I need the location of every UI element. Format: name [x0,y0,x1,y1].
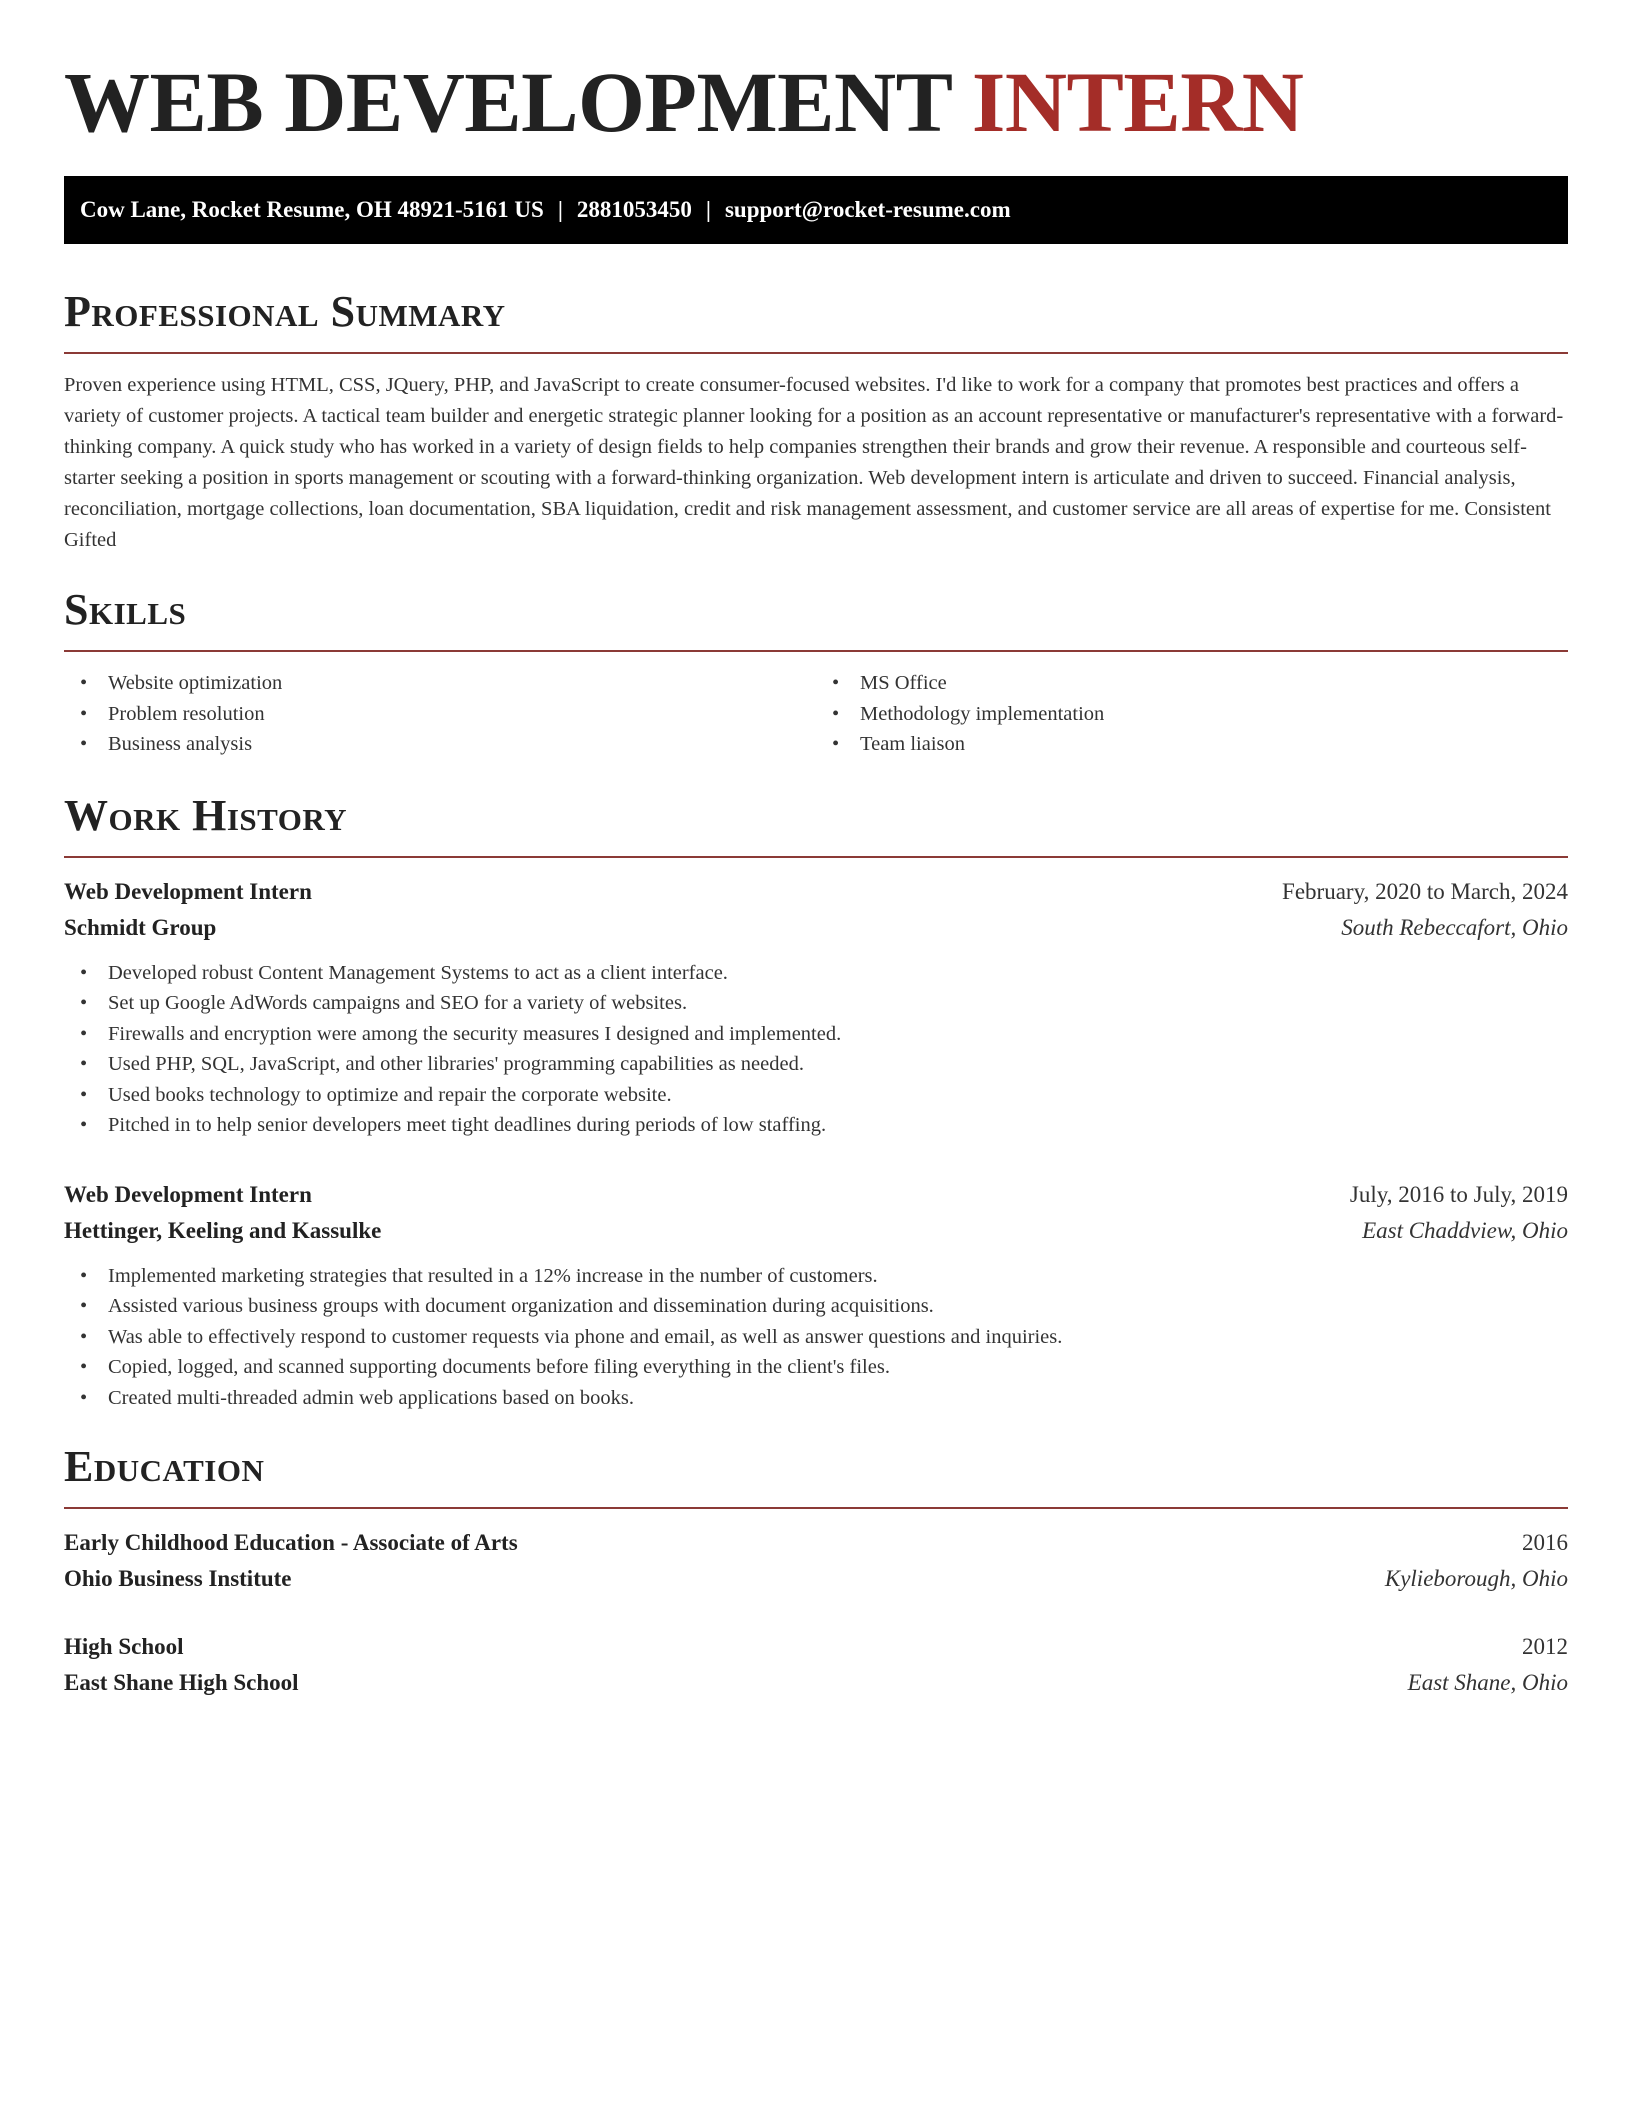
job-company: Schmidt Group [64,914,217,940]
education-year: 2012 [1522,1634,1568,1659]
work-history-section [64,790,1568,1414]
job-bullets [64,958,1568,1141]
job-bullet: • Developed robust Content Management Systems to act as a client interface. [64,958,1568,989]
skills-column-right [816,668,1568,760]
contact-phone: 2881053450 [576,197,692,222]
job-dates: July, 2016 to July, 2019 [1349,1181,1568,1207]
education-degree-row [64,1525,1568,1561]
contact-email: support@rocket-resume.com [724,197,1011,222]
job-dates: February, 2020 to March, 2024 [1282,878,1568,904]
job-bullet: • Used PHP, SQL, JavaScript, and other libraries' programming capabilities as needed. [64,1049,1568,1080]
job-bullet: • Created multi-threaded admin web applications based on books. [64,1383,1568,1414]
education-degree: High School [64,1634,184,1659]
summary-section [64,286,1568,556]
job-company-row [64,910,1568,946]
education-degree: Early Childhood Education - Associate of Arts [64,1530,518,1555]
job-bullet: • Was able to effectively respond to customer requests via phone and email, as well as answer questions and inquiries. [64,1322,1568,1353]
summary-heading: Professional Summary [64,287,506,336]
skill-item: • Website optimization [64,668,816,699]
job-bullet: • Pitched in to help senior developers meet tight deadlines during periods of low staffing. [64,1110,1568,1141]
job-bullet: • Copied, logged, and scanned supporting documents before filing everything in the client's files. [64,1352,1568,1383]
education-section [64,1441,1568,1701]
job-company: Hettinger, Keeling and Kassulke [64,1217,382,1243]
work-history-heading: Work History [64,790,348,840]
job-bullets [64,1261,1568,1414]
skills-heading: Skills [64,585,187,634]
education-heading: Education [64,1442,265,1491]
job-header-row [64,874,1568,910]
education-location: Kylieborough, Ohio [1384,1566,1568,1591]
contact-separator: | [557,197,563,222]
section-divider [64,1507,1568,1509]
contact-separator: | [705,197,711,222]
section-divider [64,352,1568,354]
title-main: WEB DEVELOPMENT [64,54,951,150]
job-header-row [64,1177,1568,1213]
section-divider [64,856,1568,858]
job-bullet: • Used books technology to optimize and repair the corporate website. [64,1080,1568,1111]
job-title: Web Development Intern [64,1181,312,1207]
contact-address: Cow Lane, Rocket Resume, OH 48921-5161 US [80,197,544,222]
resume-title [64,56,1568,148]
job-entry [64,874,1568,1141]
education-school-row [64,1561,1568,1597]
summary-text: Proven experience using HTML, CSS, JQuery, PHP, and JavaScript to create consumer-focused websites. I'd like to work for a company that promotes best practices and offers a variety of customer projects. A tactical team builder and energetic strategic planner looking for a position as an account representative or manufacturer's representative with a forward-thinking company. A quick study who has worked in a variety of design fields to help companies strengthen their brands and grow their revenue. A responsible and courteous self-starter seeking a position in sports management or scouting with a forward-thinking organization. Web development intern is articulate and driven to succeed. Financial analysis, reconciliation, mortgage collections, loan documentation, SBA liquidation, credit and risk management assessment, and customer service are all areas of expertise for me. Consistent Gifted [64,374,1564,551]
education-year: 2016 [1522,1530,1568,1555]
skill-item: • Business analysis [64,729,816,760]
education-school: Ohio Business Institute [64,1566,292,1591]
education-school-row [64,1665,1568,1701]
contact-bar [64,176,1568,244]
job-company-row [64,1213,1568,1249]
job-location: East Chaddview, Ohio [1362,1217,1568,1243]
skills-section [64,584,1568,760]
skill-item: • Problem resolution [64,699,816,730]
title-accent: INTERN [971,54,1304,150]
job-bullet: • Assisted various business groups with document organization and dissemination during acquisitions. [64,1291,1568,1322]
skill-item: • MS Office [816,668,1568,699]
education-location: East Shane, Ohio [1407,1670,1568,1695]
skill-item: • Team liaison [816,729,1568,760]
skills-column-left [64,668,816,760]
education-degree-row [64,1629,1568,1665]
job-bullet: • Firewalls and encryption were among the security measures I designed and implemented. [64,1019,1568,1050]
job-location: South Rebeccafort, Ohio [1341,914,1568,940]
skill-item: • Methodology implementation [816,699,1568,730]
education-school: East Shane High School [64,1670,299,1695]
skills-grid [64,668,1568,760]
education-entry [64,1525,1568,1597]
job-bullet: • Set up Google AdWords campaigns and SEO for a variety of websites. [64,988,1568,1019]
job-entry [64,1177,1568,1414]
job-title: Web Development Intern [64,878,312,904]
job-bullet: • Implemented marketing strategies that resulted in a 12% increase in the number of customers. [64,1261,1568,1292]
education-entry [64,1629,1568,1701]
section-divider [64,650,1568,652]
